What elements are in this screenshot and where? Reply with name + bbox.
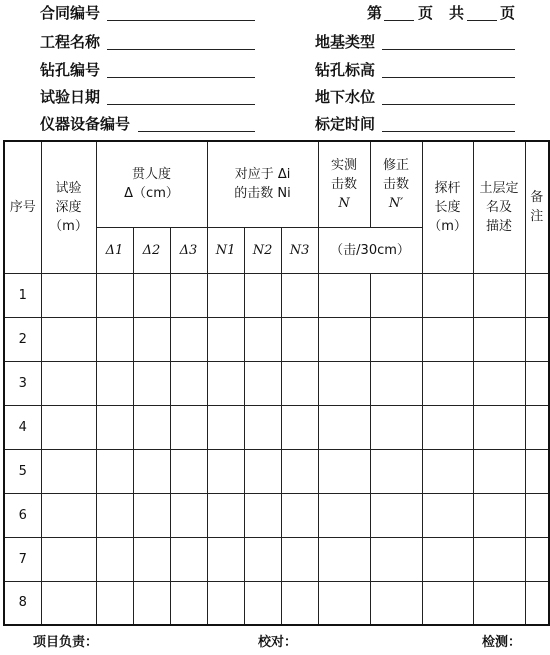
- table-cell[interactable]: [422, 361, 473, 405]
- table-row: [4, 537, 549, 581]
- col-header-penetration: 贯人度 Δ（cm）: [96, 141, 207, 227]
- page-suffix: 页: [500, 4, 516, 22]
- table-cell[interactable]: [96, 449, 133, 493]
- table-cell[interactable]: [422, 449, 473, 493]
- table-cell[interactable]: [41, 537, 96, 581]
- contract-no-label: 合同编号: [40, 4, 101, 22]
- table-cell[interactable]: [370, 317, 422, 361]
- table-cell[interactable]: [133, 317, 170, 361]
- subheader-n-1: N1: [207, 227, 244, 273]
- corrected-blows-label: 修正 击数: [383, 157, 410, 192]
- table-cell[interactable]: [473, 581, 525, 625]
- table-cell[interactable]: [318, 317, 370, 361]
- table-cell[interactable]: [170, 493, 207, 537]
- table-cell[interactable]: [96, 405, 133, 449]
- row-seq-number: 5: [4, 449, 41, 493]
- col-header-rod-length: 探杆 长度 （m）: [422, 141, 473, 273]
- borehole-elev-field[interactable]: [382, 77, 515, 78]
- subheader-delta-3: Δ3: [170, 227, 207, 273]
- table-cell[interactable]: [96, 581, 133, 625]
- page-number-field[interactable]: [384, 20, 414, 21]
- table-cell[interactable]: [207, 317, 244, 361]
- table-cell[interactable]: [281, 317, 318, 361]
- col-header-seq: 序号: [4, 141, 41, 273]
- table-cell[interactable]: [133, 361, 170, 405]
- subheader-delta-1: Δ1: [96, 227, 133, 273]
- tester-label: 检测：: [482, 635, 522, 650]
- table-cell[interactable]: [133, 273, 170, 317]
- col-header-actual-blows: [318, 141, 370, 227]
- table-cell[interactable]: [170, 405, 207, 449]
- table-cell[interactable]: [473, 317, 525, 361]
- table-cell[interactable]: [318, 493, 370, 537]
- table-cell[interactable]: [207, 449, 244, 493]
- subheader-delta-2: Δ2: [133, 227, 170, 273]
- table-cell[interactable]: [318, 581, 370, 625]
- table-cell[interactable]: [422, 405, 473, 449]
- table-cell[interactable]: [170, 317, 207, 361]
- table-cell[interactable]: [473, 449, 525, 493]
- table-cell[interactable]: [96, 317, 133, 361]
- project-name-field[interactable]: [107, 49, 255, 50]
- table-cell[interactable]: [281, 449, 318, 493]
- project-name-label: 工程名称: [40, 33, 101, 51]
- table-cell[interactable]: [96, 493, 133, 537]
- table-cell[interactable]: [281, 537, 318, 581]
- table-cell[interactable]: [370, 273, 422, 317]
- table-cell[interactable]: [370, 537, 422, 581]
- table-cell[interactable]: [473, 493, 525, 537]
- table-cell[interactable]: [281, 361, 318, 405]
- borehole-no-field[interactable]: [107, 77, 255, 78]
- subheader-n-2: N2: [244, 227, 281, 273]
- col-header-blows-i: 对应于 Δi 的击数 Ni: [207, 141, 318, 227]
- table-cell[interactable]: [370, 405, 422, 449]
- contract-no-field[interactable]: [107, 20, 255, 21]
- table-row: [4, 273, 549, 317]
- table-cell[interactable]: [525, 493, 549, 537]
- table-cell[interactable]: [207, 273, 244, 317]
- table-cell[interactable]: [207, 405, 244, 449]
- table-row: [4, 449, 549, 493]
- table-cell[interactable]: [318, 361, 370, 405]
- table-cell[interactable]: [207, 581, 244, 625]
- table-cell[interactable]: [422, 537, 473, 581]
- row-seq-number: 8: [4, 581, 41, 625]
- table-cell[interactable]: [41, 493, 96, 537]
- table-cell[interactable]: [133, 449, 170, 493]
- row-seq-number: 1: [4, 273, 41, 317]
- table-cell[interactable]: [170, 273, 207, 317]
- page-prefix: 第: [367, 4, 383, 22]
- table-cell[interactable]: [170, 537, 207, 581]
- table-cell[interactable]: [525, 317, 549, 361]
- page-total-field[interactable]: [467, 20, 497, 21]
- table-row: [4, 581, 549, 625]
- table-cell[interactable]: [318, 273, 370, 317]
- table-cell[interactable]: [207, 493, 244, 537]
- subheader-unit-blows: （击/30cm）: [318, 227, 422, 273]
- table-cell[interactable]: [318, 405, 370, 449]
- table-cell[interactable]: [525, 361, 549, 405]
- checker-label: 校对：: [258, 635, 298, 650]
- row-seq-number: 7: [4, 537, 41, 581]
- table-cell[interactable]: [41, 405, 96, 449]
- row-seq-number: 4: [4, 405, 41, 449]
- table-cell[interactable]: [133, 493, 170, 537]
- table-cell[interactable]: [133, 405, 170, 449]
- calib-time-field[interactable]: [382, 131, 515, 132]
- table-cell[interactable]: [244, 405, 281, 449]
- table-cell[interactable]: [370, 361, 422, 405]
- table-cell[interactable]: [422, 273, 473, 317]
- table-cell[interactable]: [244, 581, 281, 625]
- actual-blows-symbol: N: [338, 195, 350, 211]
- table-cell[interactable]: [244, 273, 281, 317]
- borehole-elev-label: 钻孔标高: [315, 61, 376, 79]
- table-cell[interactable]: [318, 537, 370, 581]
- col-header-remark: 备 注: [525, 141, 549, 273]
- table-cell[interactable]: [170, 449, 207, 493]
- col-header-soil-desc: 土层定 名及 描述: [473, 141, 525, 273]
- equipment-no-label: 仪器设备编号: [40, 115, 131, 133]
- test-date-field[interactable]: [107, 104, 255, 105]
- table-cell[interactable]: [96, 361, 133, 405]
- test-record-table: [3, 140, 550, 626]
- col-header-depth: 试验 深度 （m）: [41, 141, 96, 273]
- table-cell[interactable]: [41, 581, 96, 625]
- table-cell[interactable]: [244, 449, 281, 493]
- table-row: [4, 317, 549, 361]
- table-cell[interactable]: [281, 581, 318, 625]
- table-cell[interactable]: [244, 317, 281, 361]
- table-cell[interactable]: [525, 273, 549, 317]
- table-cell[interactable]: [41, 317, 96, 361]
- table-cell[interactable]: [473, 273, 525, 317]
- project-lead-label: 项目负责：: [33, 635, 99, 650]
- table-row: [4, 493, 549, 537]
- table-cell[interactable]: [473, 361, 525, 405]
- table-cell[interactable]: [133, 537, 170, 581]
- borehole-no-label: 钻孔编号: [40, 61, 101, 79]
- table-cell[interactable]: [41, 361, 96, 405]
- row-seq-number: 6: [4, 493, 41, 537]
- table-cell[interactable]: [370, 493, 422, 537]
- table-cell[interactable]: [281, 405, 318, 449]
- page-mid: 页: [418, 4, 434, 22]
- actual-blows-label: 实测 击数: [331, 157, 358, 192]
- test-date-label: 试验日期: [40, 88, 101, 106]
- table-cell[interactable]: [318, 449, 370, 493]
- table-cell[interactable]: [525, 537, 549, 581]
- corrected-blows-symbol: N′: [388, 195, 404, 211]
- table-cell[interactable]: [170, 581, 207, 625]
- table-cell[interactable]: [525, 449, 549, 493]
- table-cell[interactable]: [281, 273, 318, 317]
- table-cell[interactable]: [244, 361, 281, 405]
- table-cell[interactable]: [422, 581, 473, 625]
- table-cell[interactable]: [370, 449, 422, 493]
- equipment-no-field[interactable]: [138, 131, 255, 132]
- foundation-type-label: 地基类型: [315, 33, 376, 51]
- groundwater-label: 地下水位: [315, 88, 376, 106]
- table-cell[interactable]: [96, 537, 133, 581]
- table-row: [4, 361, 549, 405]
- foundation-type-field[interactable]: [382, 49, 515, 50]
- table-cell[interactable]: [473, 537, 525, 581]
- col-header-corrected-blows: [370, 141, 422, 227]
- subheader-n-3: N3: [281, 227, 318, 273]
- table-cell[interactable]: [41, 273, 96, 317]
- table-cell[interactable]: [473, 405, 525, 449]
- table-cell[interactable]: [170, 361, 207, 405]
- table-cell[interactable]: [422, 317, 473, 361]
- row-seq-number: 3: [4, 361, 41, 405]
- table-cell[interactable]: [422, 493, 473, 537]
- table-cell[interactable]: [525, 581, 549, 625]
- table-row: [4, 405, 549, 449]
- table-cell[interactable]: [281, 493, 318, 537]
- table-cell[interactable]: [244, 537, 281, 581]
- row-seq-number: 2: [4, 317, 41, 361]
- calib-time-label: 标定时间: [315, 115, 376, 133]
- table-cell[interactable]: [41, 449, 96, 493]
- table-cell[interactable]: [525, 405, 549, 449]
- table-cell[interactable]: [207, 361, 244, 405]
- table-cell[interactable]: [96, 273, 133, 317]
- table-cell[interactable]: [133, 581, 170, 625]
- table-cell[interactable]: [244, 493, 281, 537]
- groundwater-field[interactable]: [382, 104, 515, 105]
- table-cell[interactable]: [370, 581, 422, 625]
- page-total-prefix: 共: [449, 4, 465, 22]
- table-cell[interactable]: [207, 537, 244, 581]
